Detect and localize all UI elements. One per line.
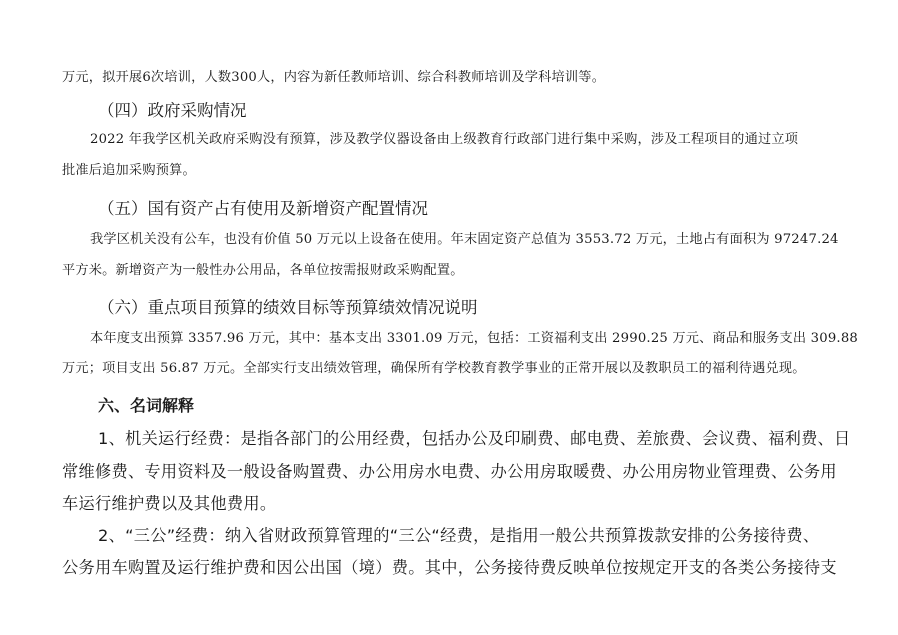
glossary-line: 1、机关运行经费：是指各部门的公用经费，包括办公及印刷费、邮电费、差旅费、会议费、福利费、日: [98, 429, 851, 448]
section-heading-government-procurement: （四）政府采购情况: [98, 101, 247, 120]
glossary-line: 车运行维护费以及其他费用。: [62, 494, 277, 513]
paragraph-line: 2022 年我学区机关政府采购没有预算，涉及教学仪器设备由上级教育行政部门进行集中采购，涉及工程项目的通过立项: [90, 132, 799, 147]
paragraph-line: 我学区机关没有公车，也没有价值 50 万元以上设备在使用。年末固定资产总值为 3553.72 万元，土地占有面积为 97247.24: [90, 232, 839, 247]
glossary-line: 2、“三公”经费：纳入省财政预算管理的“三公“经费，是指用一般公共预算拨款安排的公务接待费、: [98, 526, 820, 545]
paragraph-line: 平方米。新增资产为一般性办公用品，各单位按需报财政采购配置。: [62, 263, 464, 278]
paragraph-line: 万元，拟开展6次培训，人数300人，内容为新任教师培训、综合科教师培训及学科培训等。: [62, 70, 606, 85]
section-heading-glossary: 六、名词解释: [98, 396, 195, 415]
section-heading-performance-targets: （六）重点项目预算的绩效目标等预算绩效情况说明: [98, 298, 478, 317]
glossary-line: 公务用车购置及运行维护费和因公出国（境）费。其中，公务接待费反映单位按规定开支的各类公务接待支: [62, 558, 837, 577]
glossary-line: 常维修费、专用资料及一般设备购置费、办公用房水电费、办公用房取暖费、办公用房物业管理费、公务用: [62, 462, 837, 481]
section-heading-state-assets: （五）国有资产占有使用及新增资产配置情况: [98, 199, 428, 218]
paragraph-line: 万元；项目支出 56.87 万元。全部实行支出绩效管理，确保所有学校教育教学事业的正常开展以及教职员工的福利待遇兑现。: [62, 361, 806, 376]
paragraph-line: 批准后追加采购预算。: [62, 163, 196, 178]
paragraph-line: 本年度支出预算 3357.96 万元，其中：基本支出 3301.09 万元，包括：工资福利支出 2990.25 万元、商品和服务支出 309.88: [90, 331, 858, 346]
